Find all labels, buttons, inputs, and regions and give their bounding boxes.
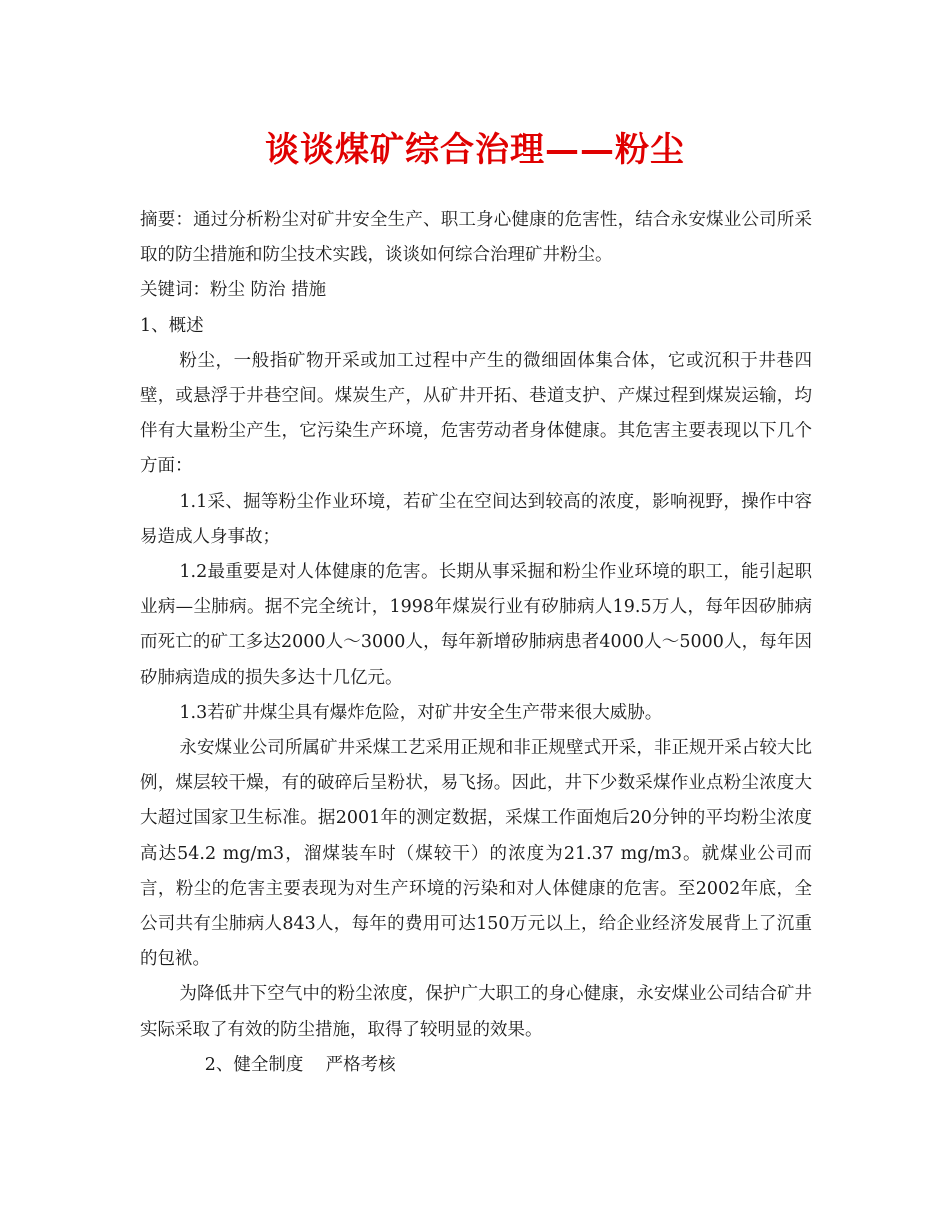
item-1-2-paragraph: 1.2最重要是对人体健康的危害。长期从事采掘和粉尘作业环境的职工，能引起职业病—尘肺病。据不完全统计，1998年煤炭行业有矽肺病人19.5万人，每年因矽肺病而死亡的矿工多达2000人～3000人，每年新增矽肺病患者4000人～5000人，每年因矽肺病造成的损失多达十几亿元。 — [140, 562, 812, 688]
measures-paragraph: 为降低井下空气中的粉尘浓度，保护广大职工的身心健康，永安煤业公司结合矿井实际采取了有效的防尘措施，取得了较明显的效果。 — [140, 984, 812, 1040]
item-1-1-paragraph: 1.1采、掘等粉尘作业环境，若矿尘在空间达到较高的浓度，影响视野，操作中容易造成人身事故； — [140, 491, 812, 547]
yongan-paragraph: 永安煤业公司所属矿井采煤工艺采用正规和非正规壁式开采，非正规开采占较大比例，煤层较干燥，有的破碎后呈粉状，易飞扬。因此，井下少数采煤作业点粉尘浓度大大超过国家卫生标准。据2001年的测定数据，采煤工作面炮后20分钟的平均粉尘浓度高达54.2 mg/m3，溜煤装车时（煤较干）的浓度为21.37 mg/m3。就煤业公司而言，粉尘的危害主要表现为对生产环境的污染和对人体健康的危害。至2002年底，全公司共有尘肺病人843人，每年的费用可达150万元以上，给企业经济发展背上了沉重的包袱。 — [140, 738, 812, 970]
keywords-line: 关键词：粉尘 防治 措施 — [140, 280, 327, 301]
section-1-heading: 1、概述 — [140, 315, 204, 336]
section-2-heading: 2、健全制度 严格考核 — [204, 1054, 396, 1075]
document-body — [140, 203, 812, 1083]
abstract-paragraph: 摘要：通过分析粉尘对矿井安全生产、职工身心健康的危害性，结合永安煤业公司所采取的防尘措施和防尘技术实践，谈谈如何综合治理矿井粉尘。 — [140, 210, 812, 266]
overview-paragraph: 粉尘，一般指矿物开采或加工过程中产生的微细固体集合体，它或沉积于井巷四壁，或悬浮于井巷空间。煤炭生产，从矿井开拓、巷道支护、产煤过程到煤炭运输，均伴有大量粉尘产生，它污染生产环境，危害劳动者身体健康。其危害主要表现以下几个方面： — [140, 350, 812, 477]
document-title: 谈谈煤矿综合治理——粉尘 — [265, 130, 685, 170]
item-1-3-paragraph: 1.3若矿井煤尘具有爆炸危险，对矿井安全生产带来很大威胁。 — [179, 702, 663, 723]
